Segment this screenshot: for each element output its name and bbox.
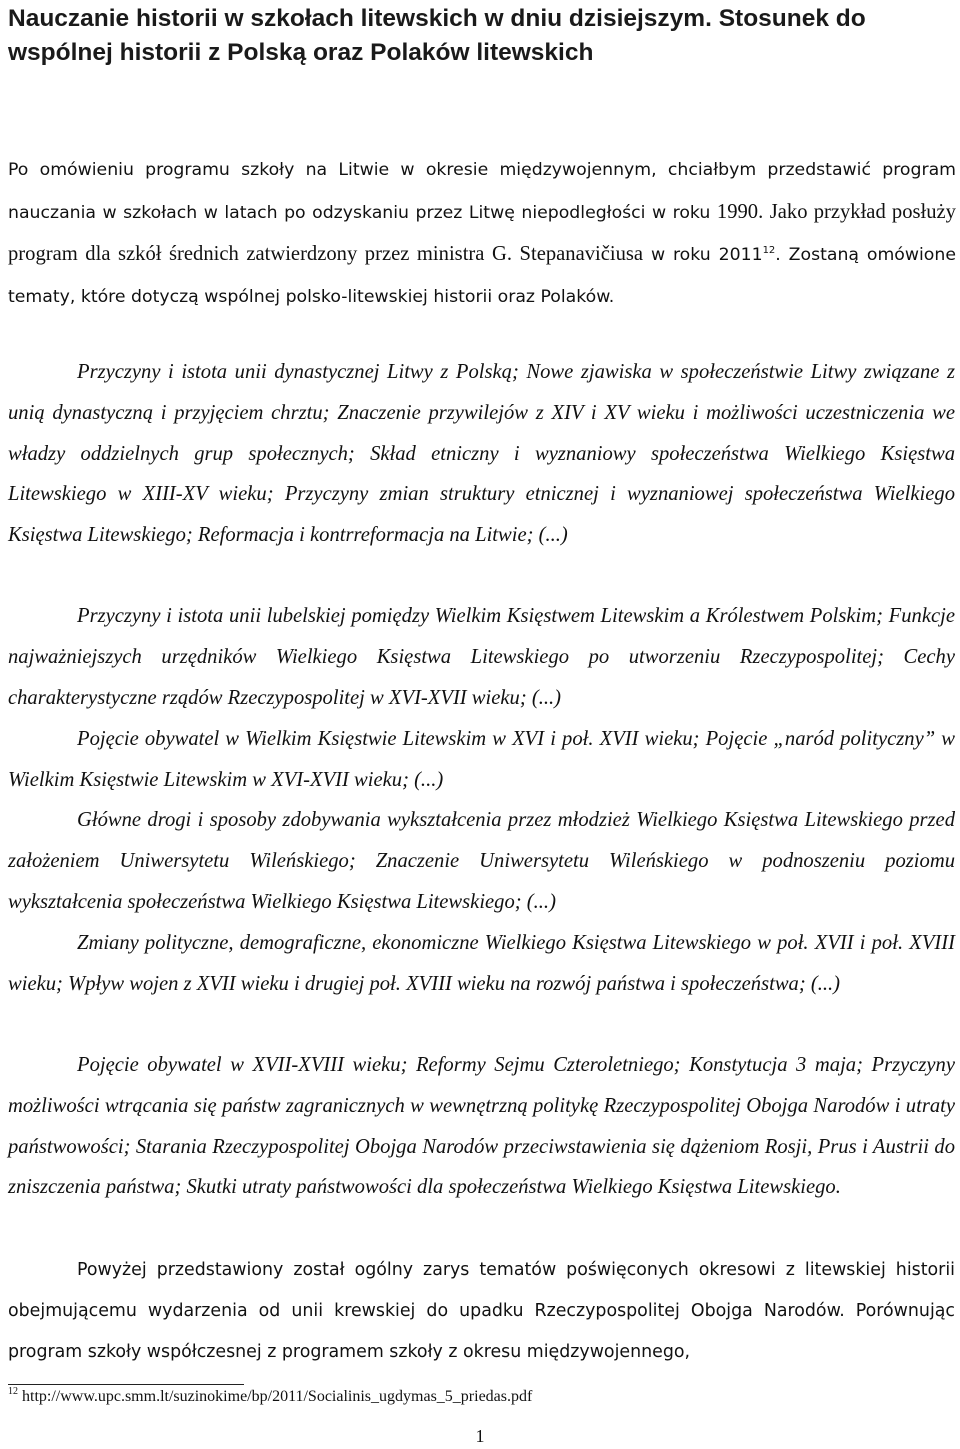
topic-paragraph-1: Przyczyny i istota unii dynastycznej Litwy z Polską; Nowe zjawiska w społeczeństwie Litwy związane z unią dynastyczną i przyjęciem chrztu; Znaczenie przywilejów z XIV i XV wieku i możliwości uczestniczenia we władzy oddzielnych grup społecznych; Skład etniczny i wyznaniowy społeczeństwa Wielkiego Księstwa Litewskiego w XIII-XV wieku; Przyczyny zmian struktury etnicznej i wyznaniowej społeczeństwa Wielkiego Księstwa Litewskiego; Reformacja i kontrreformacja na Litwie; (...) bbox=[8, 361, 955, 547]
topic-paragraph-4: Główne drogi i sposoby zdobywania wykształcenia przez młodzież Wielkiego Księstwa Litewskiego przed założeniem Uniwersytetu Wileńskiego; Znaczenie Uniwersytetu Wileńskiego w podnoszeniu poziomu wykształcenia społeczeństwa Wielkiego Księstwa Litewskiego; (...) bbox=[8, 809, 955, 913]
intro-text-1: Po omówieniu programu szkoły na Litwie w okresie międzywojennym, chciałbym przedstawić program nauczania w szkołach w latach po odzyskaniu przez Litwę niepodległości w roku bbox=[8, 160, 956, 223]
intro-text-2: Jako przykład posłuży program dla szkół średnich zatwierdzony przez ministra bbox=[8, 200, 956, 265]
intro-year-2: 2011 bbox=[718, 245, 763, 265]
intro-paragraph bbox=[8, 150, 956, 318]
page-number: 1 bbox=[475, 1426, 485, 1446]
page-title: Nauczanie historii w szkołach litewskich w dniu dzisiejszym. Stosunek do wspólnej historii z Polską oraz Polaków litewskich bbox=[8, 5, 866, 66]
intro-year-1: 1990. bbox=[716, 200, 764, 223]
intro-text-3: w roku bbox=[650, 245, 719, 265]
footnote-number: 12 bbox=[8, 1386, 18, 1397]
closing-paragraph: Powyżej przedstawiony został ogólny zarys tematów poświęconych okresowi z litewskiej historii obejmującemu wydarzenia od unii krewskiej do upadku Rzeczypospolitej Obojga Narodów. Porównując program szkoły współczesnej z programem szkoły z okresu międzywojennego, bbox=[8, 1260, 955, 1362]
intro-minister: G. Stepanavičiusa bbox=[491, 243, 644, 265]
topic-paragraph-6: Pojęcie obywatel w XVII-XVIII wieku; Reformy Sejmu Czteroletniego; Konstytucja 3 maja; Przyczyny możliwości wtrącania się państw zagranicznych w wewnętrzną politykę Rzeczypospolitej Obojga Narodów i utraty państwowości; Starania Rzeczypospolitej Obojga Narodów przeciwstawienia się dążeniom Rosji, Prus i Austrii do zniszczenia państwa; Skutki utraty państwowości dla społeczeństwa Wielkiego Księstwa Litewskiego. bbox=[8, 1054, 955, 1199]
footnote bbox=[8, 1387, 532, 1407]
footnote-divider bbox=[8, 1384, 244, 1385]
intro-text-4: . Zostaną omówione tematy, które dotyczą wspólnej polsko-litewskiej historii oraz Polaków. bbox=[8, 245, 956, 307]
topic-paragraph-2: Przyczyny i istota unii lubelskiej pomiędzy Wielkim Księstwem Litewskim a Królestwem Polskim; Funkcje najważniejszych urzędników Wielkiego Księstwa Litewskiego po utworzeniu Rzeczypospolitej; Cechy charakterystyczne rządów Rzeczypospolitej w XVI-XVII wieku; (...) bbox=[8, 605, 955, 709]
footnote-link[interactable]: http://www.upc.smm.lt/suzinokime/bp/2011/Socialinis_ugdymas_5_priedas.pdf bbox=[22, 1388, 533, 1405]
topic-paragraph-3: Pojęcie obywatel w Wielkim Księstwie Litewskim w XVI i poł. XVII wieku; Pojęcie „naród polityczny” w Wielkim Księstwie Litewskim w XVI-XVII wieku; (...) bbox=[8, 728, 955, 791]
topic-paragraph-5: Zmiany polityczne, demograficzne, ekonomiczne Wielkiego Księstwa Litewskiego w poł. XVII i poł. XVIII wieku; Wpływ wojen z XVII wieku i drugiej poł. XVIII wieku na rozwój państwa i społeczeństwa; (...) bbox=[8, 932, 955, 995]
footnote-reference[interactable]: 12 bbox=[762, 245, 776, 256]
